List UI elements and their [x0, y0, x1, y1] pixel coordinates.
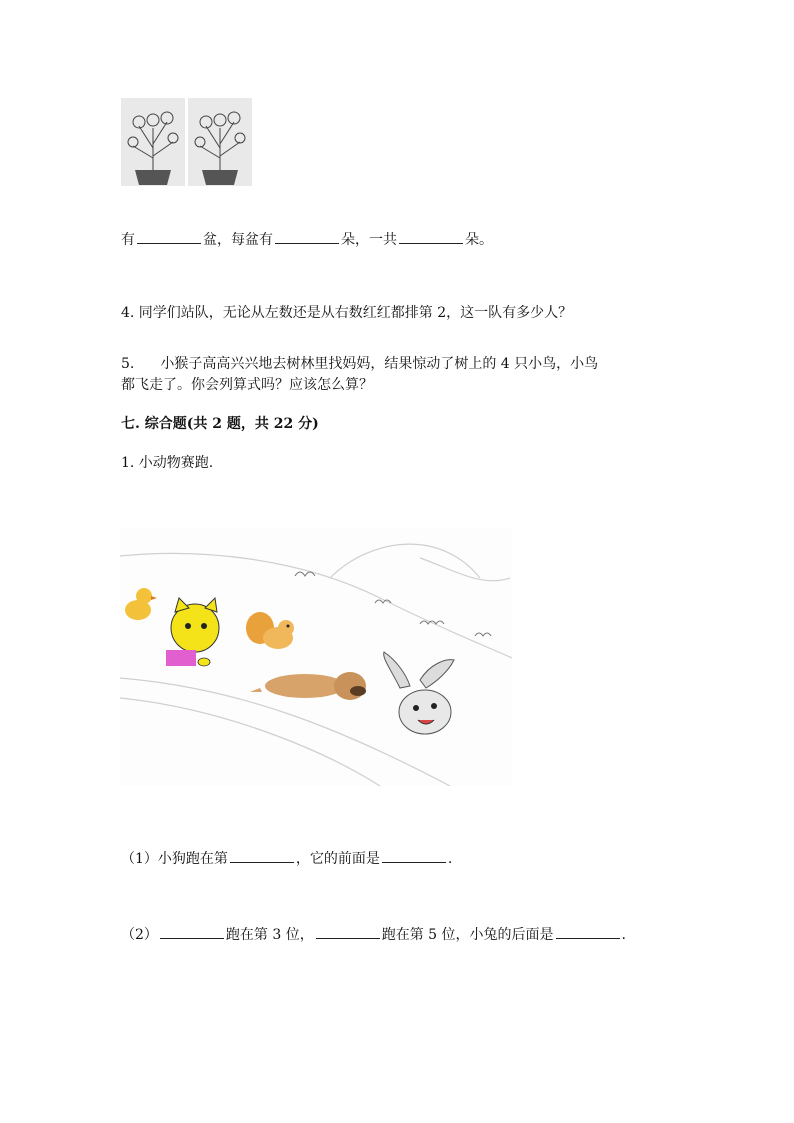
sub1-part-2: ，它的前面是	[295, 851, 380, 867]
race-scene	[120, 528, 512, 786]
question-7-1-title: 1. 小动物赛跑.	[121, 455, 214, 471]
flower-pot-icon	[121, 98, 185, 186]
q3-part-4: 朵。	[465, 232, 493, 248]
dog-icon	[250, 672, 366, 700]
sub1-part-3: .	[447, 851, 453, 867]
q3-part-2: 盆，每盆有	[203, 232, 273, 248]
flower-pot-image-1	[121, 98, 185, 186]
sub2-part-2: 跑在第 3 位，	[225, 927, 314, 943]
answer-blank[interactable]	[316, 924, 380, 939]
answer-blank[interactable]	[556, 924, 620, 939]
sub-question-2	[121, 924, 626, 945]
sub1-part-1: （1）小狗跑在第	[121, 851, 228, 867]
sub2-part-1: （2）	[121, 927, 158, 943]
answer-blank[interactable]	[137, 229, 201, 244]
section-heading: 七. 综合题(共 2 题，共 22 分)	[121, 416, 319, 432]
sub-question-1	[121, 848, 452, 869]
rabbit-icon	[384, 652, 454, 734]
answer-blank[interactable]	[160, 924, 224, 939]
question-5-number: 5.	[121, 356, 135, 372]
sub2-part-4: .	[621, 927, 626, 943]
q3-part-3: 朵，一共	[341, 232, 397, 248]
cat-icon	[166, 598, 219, 666]
question-5-line-1	[121, 354, 598, 374]
flower-pot-image-2	[188, 98, 252, 186]
answer-blank[interactable]	[382, 848, 446, 863]
answer-blank[interactable]	[399, 229, 463, 244]
q3-fill-line	[121, 229, 493, 250]
squirrel-icon	[246, 612, 294, 649]
q3-part-1: 有	[121, 232, 135, 248]
question-4: 4. 同学们站队，无论从左数还是从右数红红都排第 2，这一队有多少人？	[121, 305, 573, 321]
answer-blank[interactable]	[230, 848, 294, 863]
flower-pot-icon	[188, 98, 252, 186]
sub2-part-3: 跑在第 5 位，小兔的后面是	[381, 927, 554, 943]
animal-race-image	[120, 528, 512, 786]
question-5-line-2: 都飞走了。你会列算式吗？应该怎么算？	[121, 377, 373, 393]
duck-icon	[125, 588, 157, 620]
answer-blank[interactable]	[275, 229, 339, 244]
question-5-text: 小猴子高高兴兴地去树林里找妈妈，结果惊动了树上的 4 只小鸟，小鸟	[160, 356, 599, 372]
